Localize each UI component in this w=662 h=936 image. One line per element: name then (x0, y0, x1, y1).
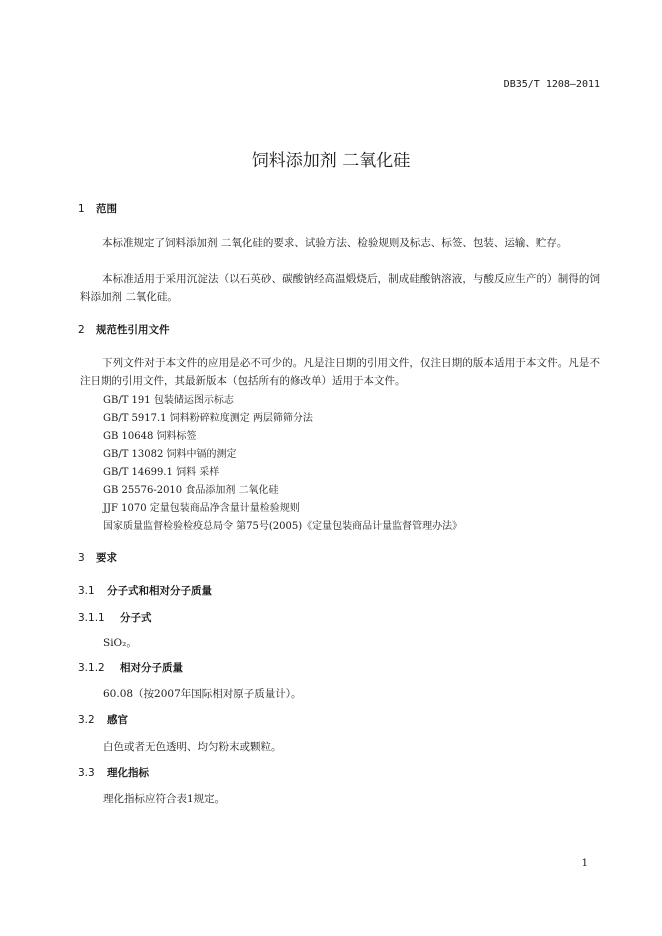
formula-text: SiO₂。 (103, 637, 137, 649)
reference-item: GB/T 14699.1 饲料 采样 (103, 467, 220, 478)
reference-item: JJF 1070 定量包装商品净含量计量检验规则 (103, 503, 300, 514)
section-number: 3.1.1 (78, 612, 105, 624)
section-title: 范围 (96, 203, 117, 215)
section-number: 3.1 (78, 585, 95, 597)
paragraph-references-intro: 下列文件对于本文件的应用是必不可少的。凡是注日期的引用文件，仅注日期的版本适用于本文件。凡是不注日期的引用文件，其最新版本（包括所有的修改单）适用于本文件。 (80, 357, 600, 387)
reference-item: GB 10648 饲料标签 (103, 431, 197, 442)
reference-item: GB/T 13082 饲料中镉的测定 (103, 449, 237, 460)
section-title: 分子式 (120, 612, 152, 624)
section-title: 感官 (107, 714, 128, 726)
molecular-mass-text: 60.08（按2007年国际相对原子质量计）。 (103, 688, 302, 700)
section-title: 理化指标 (107, 767, 149, 779)
section-number: 3 (78, 552, 85, 564)
section-title: 相对分子质量 (120, 662, 183, 674)
section-title: 要求 (96, 552, 117, 564)
section-number: 3.3 (78, 767, 95, 779)
section-number: 3.1.2 (78, 662, 105, 674)
section-number: 2 (78, 324, 85, 336)
section-title: 规范性引用文件 (96, 324, 170, 336)
paragraph-scope-2: 本标准适用于采用沉淀法（以石英砂、碳酸钠经高温煅烧后，制成硅酸钠溶液，与酸反应生产的）制得的饲料添加剂 二氧化硅。 (80, 273, 600, 303)
section-heading-3-1-2 (78, 660, 183, 675)
section-number: 3.2 (78, 714, 95, 726)
sensory-text: 白色或者无色透明、均匀粉末或颗粒。 (103, 741, 282, 753)
section-title: 分子式和相对分子质量 (107, 585, 212, 597)
section-heading-3-2 (78, 712, 128, 727)
section-heading-3 (78, 550, 117, 565)
reference-item: GB 25576-2010 食品添加剂 二氧化硅 (103, 485, 279, 496)
paragraph-scope-1: 本标准规定了饲料添加剂 二氧化硅的要求、试验方法、检验规则及标志、标签、包装、运输、贮存。 (102, 237, 568, 249)
section-number: 1 (78, 203, 85, 215)
reference-item: 国家质量监督检验检疫总局令 第75号(2005)《定量包装商品计量监督管理办法》 (103, 521, 463, 532)
reference-item: GB/T 5917.1 饲料粉碎粒度测定 两层筛筛分法 (103, 413, 313, 424)
standard-code: DB35/T 1208—2011 (503, 79, 600, 90)
section-heading-3-1 (78, 583, 212, 598)
section-heading-3-1-1 (78, 610, 152, 625)
physicochemical-text: 理化指标应符合表1规定。 (103, 793, 226, 805)
reference-item: GB/T 191 包装储运图示标志 (103, 395, 234, 406)
document-title: 饲料添加剂 二氧化硅 (251, 151, 411, 171)
section-heading-1 (78, 201, 117, 216)
section-heading-3-3 (78, 765, 149, 780)
section-heading-2 (78, 322, 170, 337)
page-number: 1 (581, 858, 588, 869)
